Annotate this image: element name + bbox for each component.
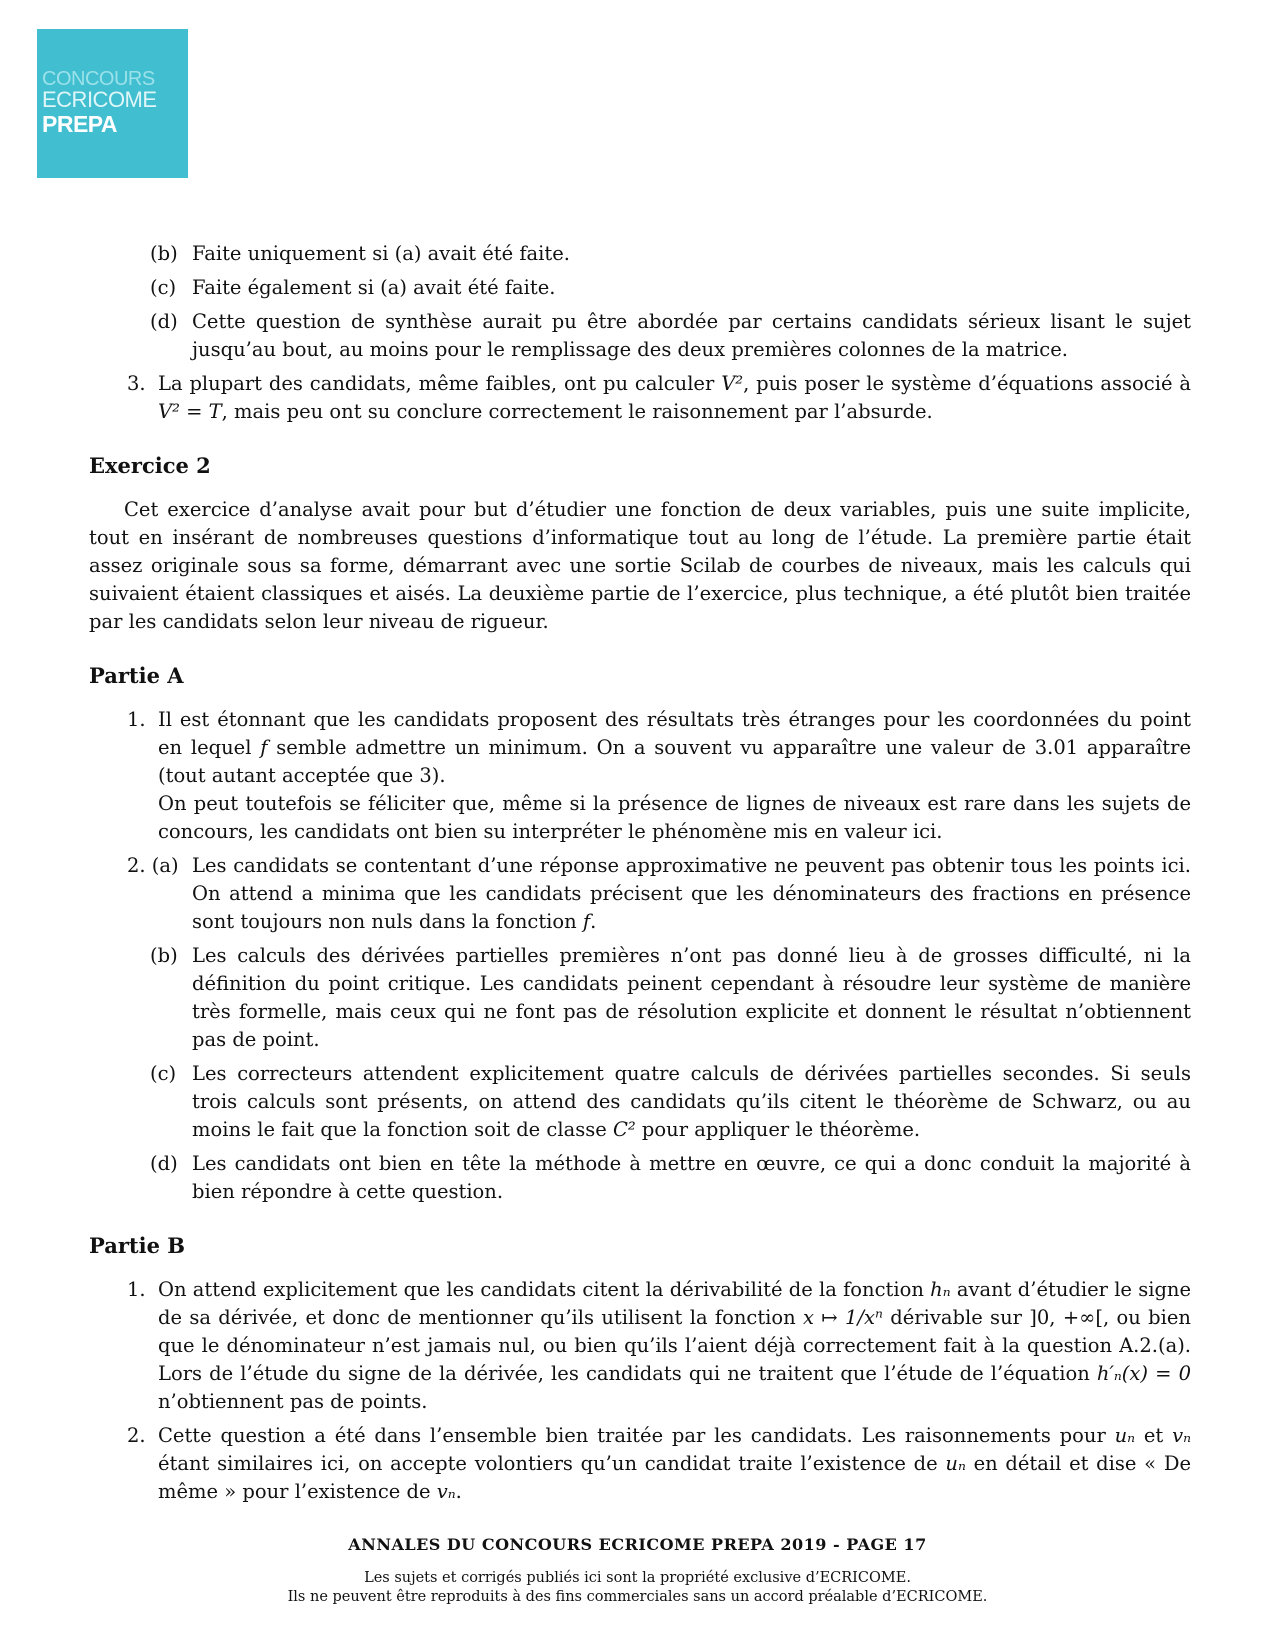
item-text: Les correcteurs attendent explicitement quatre calculs de dérivées partielles secondes. Si seuls trois calculs sont présents, on attend des candidats qu’ils citent le théorème de Schwarz, ou au moins le fait que la fonction soit de classe <box>192 1062 1191 1141</box>
math-expression: x ↦ 1/xⁿ <box>803 1306 883 1329</box>
list-item <box>89 942 1191 1054</box>
item-text: Cette question a été dans l’ensemble bien traitée par les candidats. Les raisonnements pour <box>158 1424 1106 1447</box>
item-label: 2. (a) <box>127 854 179 877</box>
item-label: (b) <box>150 242 178 265</box>
logo-line-concours: CONCOURS <box>42 68 155 90</box>
list-item <box>89 1276 1191 1416</box>
list-item <box>89 1422 1191 1506</box>
logo-line-ecricome: ECRICOME <box>42 87 157 112</box>
item-text: Il est étonnant que les candidats proposent des résultats très étranges pour les coordonnées du point en lequel <box>158 708 1191 759</box>
math-expression: uₙ <box>1114 1424 1136 1447</box>
item-text: La plupart des candidats, même faibles, ont pu calculer <box>158 372 715 395</box>
item-text: en détail et dise « De même » pour l’existence de <box>158 1452 1191 1503</box>
list-item <box>89 240 1191 268</box>
list-item <box>89 1150 1191 1206</box>
list-item <box>89 370 1191 426</box>
item-label: (c) <box>150 1062 177 1085</box>
item-label: 3. <box>127 372 146 395</box>
math-expression: C² <box>612 1118 636 1141</box>
footer-title: ANNALES DU CONCOURS ECRICOME PREPA 2019 - PAGE 17 <box>348 1535 927 1554</box>
math-expression: V² = T <box>158 400 222 423</box>
list-item <box>89 852 1191 936</box>
list-item <box>89 1060 1191 1144</box>
logo-line-prepa: PREPA <box>42 111 118 137</box>
section-heading-exercice-2: Exercice 2 <box>89 453 211 478</box>
item-text: . <box>590 910 597 933</box>
item-label: 2. <box>127 1424 146 1447</box>
item-text: étant similaires ici, on accepte volontiers qu’un candidat traite l’existence de <box>158 1452 938 1475</box>
item-text: Les candidats ont bien en tête la méthode à mettre en œuvre, ce qui a donc conduit la majorité à bien répondre à cette question. <box>192 1152 1191 1203</box>
math-expression: f <box>260 736 268 759</box>
item-text: Cette question de synthèse aurait pu être abordée par certains candidats sérieux lisant le sujet jusqu’au bout, au moins pour le remplissage des deux premières colonnes de la matrice. <box>192 310 1191 361</box>
math-expression: vₙ <box>436 1480 456 1503</box>
item-text: Faite uniquement si (a) avait été faite. <box>192 242 570 265</box>
ecricome-logo <box>37 29 188 178</box>
math-expression: vₙ <box>1172 1424 1191 1447</box>
item-label: (d) <box>150 310 178 333</box>
item-text: avant d’étudier le signe de sa dérivée, et donc de mentionner qu’ils utilisent la fonction <box>158 1278 1192 1329</box>
item-label: (c) <box>150 276 177 299</box>
math-expression: h′ₙ(x) = 0 <box>1096 1362 1191 1385</box>
section-heading-partie-b: Partie B <box>89 1233 185 1258</box>
item-label: 1. <box>127 1278 146 1301</box>
item-text: On peut toutefois se féliciter que, même si la présence de lignes de niveaux est rare dans les sujets de concours, les candidats ont bien su interpréter le phénomène mis en valeur ici. <box>158 792 1191 843</box>
math-expression: hₙ <box>930 1278 951 1301</box>
item-text: , puis poser le système d’équations associé à <box>743 372 1192 395</box>
math-expression: uₙ <box>945 1452 966 1475</box>
item-text: Les calculs des dérivées partielles premières n’ont pas donné lieu à de grosses difficulté, ni la définition du point critique. Les candidats peinent cependant à résoudre leur système de manière très formelle, mais ceux qui ne font pas de résolution explicite et donnent le résultat n’obtiennent pas de point. <box>192 944 1191 1051</box>
item-text: , mais peu ont su conclure correctement le raisonnement par l’absurde. <box>221 400 933 423</box>
item-text: , ou bien que le dénominateur n’est jamais nul, ou bien qu’ils l’aient déjà correctement fait à la question A.2.(a). Lors de l’étude du signe de la dérivée, les candidats qui ne traitent que l’étude de l’équation <box>158 1306 1191 1385</box>
list-item <box>89 274 1191 302</box>
item-text: pour appliquer le théorème. <box>641 1118 921 1141</box>
item-text: On attend explicitement que les candidats citent la dérivabilité de la fonction <box>158 1278 924 1301</box>
item-text: . <box>455 1480 462 1503</box>
item-label: (b) <box>150 944 178 967</box>
list-item <box>89 308 1191 364</box>
math-expression: f <box>582 910 591 933</box>
section-heading-partie-a: Partie A <box>89 663 184 688</box>
footer-copyright-line-1: Les sujets et corrigés publiés ici sont la propriété exclusive d’ECRICOME. <box>364 1570 911 1586</box>
item-text: n’obtiennent pas de points. <box>158 1390 428 1413</box>
item-text: semble admettre un minimum. On a souvent vu apparaître une valeur de 3.01 apparaître (tout autant acceptée que 3). <box>158 736 1191 787</box>
math-expression: V² <box>721 372 744 395</box>
math-expression: ]0, +∞[ <box>1029 1306 1104 1329</box>
item-label: (d) <box>150 1152 178 1175</box>
item-text: Les candidats se contentant d’une réponse approximative ne peuvent pas obtenir tous les points ici. On attend a minima que les candidats précisent que les dénominateurs des fractions en présence sont toujours non nuls dans la fonction <box>192 854 1191 933</box>
footer-copyright-line-2: Ils ne peuvent être reproduits à des fins commerciales sans un accord préalable d’ECRICOME. <box>287 1589 988 1605</box>
item-text: Faite également si (a) avait été faite. <box>192 276 556 299</box>
list-item <box>89 706 1191 846</box>
exercise-intro-paragraph: Cet exercice d’analyse avait pour but d’étudier une fonction de deux variables, puis une suite implicite, tout en insérant de nombreuses questions d’informatique tout au long de l’étude. La première partie était assez originale sous sa forme, démarrant avec une sortie Scilab de courbes de niveaux, mais les calculs qui suivaient étaient classiques et aisés. La deuxième partie de l’exercice, plus technique, a été plutôt bien traitée par les candidats selon leur niveau de rigueur. <box>89 498 1191 633</box>
item-text: dérivable sur <box>890 1306 1022 1329</box>
item-label: 1. <box>127 708 146 731</box>
page-content <box>89 240 1191 1512</box>
item-text: et <box>1143 1424 1164 1447</box>
